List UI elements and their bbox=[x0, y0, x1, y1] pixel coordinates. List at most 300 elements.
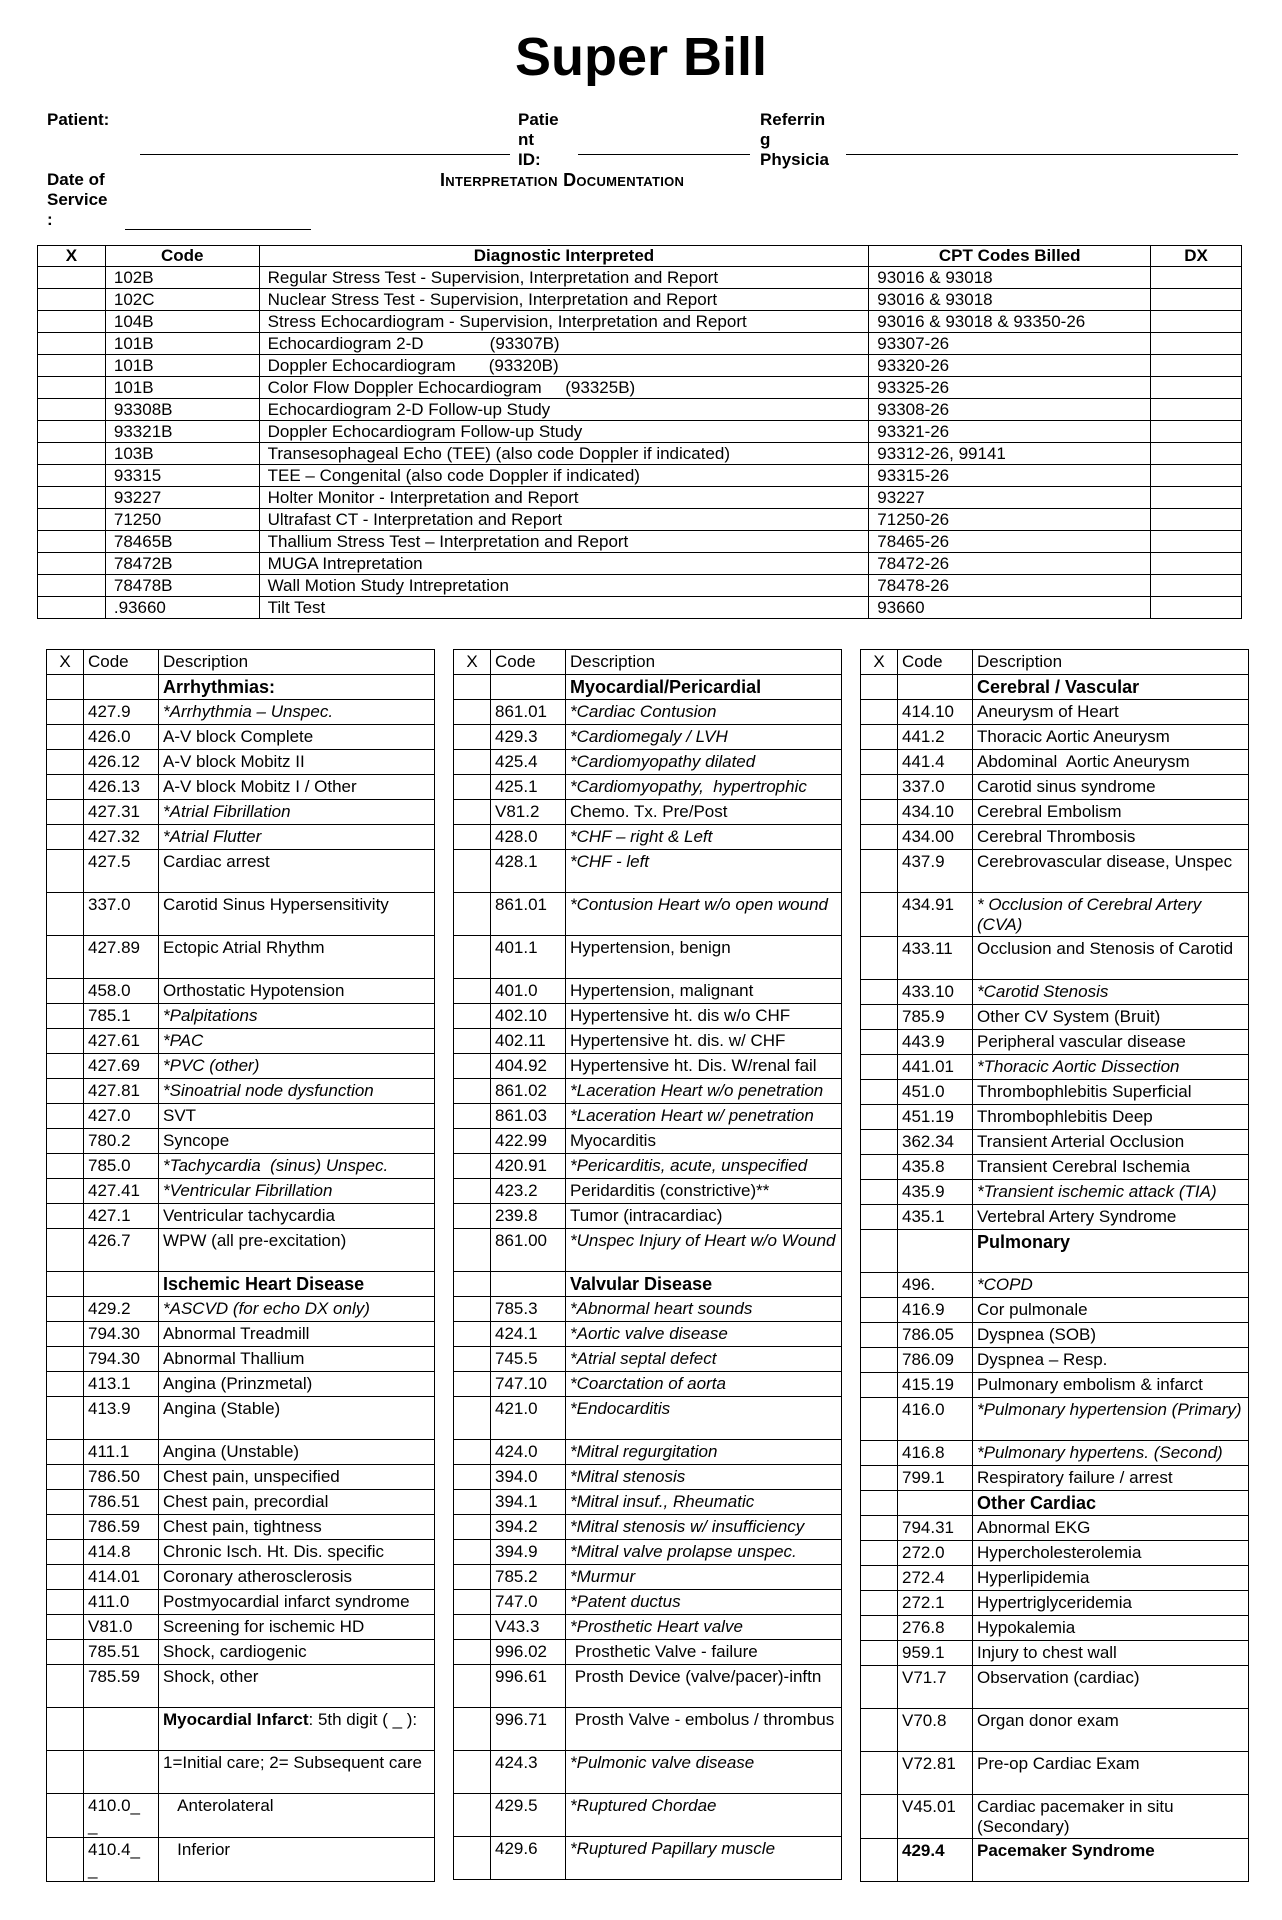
x-checkbox-cell[interactable] bbox=[454, 1229, 491, 1272]
x-checkbox-cell[interactable] bbox=[47, 1372, 84, 1397]
list-item bbox=[454, 1490, 842, 1515]
x-checkbox-cell[interactable] bbox=[47, 1590, 84, 1615]
cpt-header-0: X bbox=[38, 246, 106, 267]
x-checkbox-cell[interactable] bbox=[861, 1591, 898, 1616]
dx-description: Chest pain, precordial bbox=[159, 1490, 435, 1515]
dx-code: 745.5 bbox=[491, 1347, 566, 1372]
dx-description: Coronary atherosclerosis bbox=[159, 1565, 435, 1590]
x-checkbox-cell[interactable] bbox=[454, 1540, 491, 1565]
x-checkbox-cell[interactable] bbox=[454, 700, 491, 725]
x-checkbox-cell[interactable] bbox=[454, 1665, 491, 1708]
dx-description: Chest pain, unspecified bbox=[159, 1465, 435, 1490]
x-checkbox-cell[interactable] bbox=[861, 1030, 898, 1055]
dx-code: 427.5 bbox=[84, 850, 159, 893]
x-checkbox-cell[interactable] bbox=[454, 675, 491, 700]
x-checkbox-cell[interactable] bbox=[861, 1005, 898, 1030]
list-item bbox=[47, 1297, 435, 1322]
dx-description: Thrombophlebitis Deep bbox=[973, 1105, 1249, 1130]
list-item bbox=[47, 1665, 435, 1708]
x-checkbox-cell[interactable] bbox=[47, 725, 84, 750]
section-row bbox=[861, 1491, 1249, 1516]
list-item bbox=[47, 1751, 435, 1794]
section-heading: Other Cardiac bbox=[973, 1491, 1249, 1516]
x-checkbox-cell[interactable] bbox=[454, 1297, 491, 1322]
x-checkbox-cell[interactable] bbox=[47, 1565, 84, 1590]
x-checkbox-cell[interactable] bbox=[47, 700, 84, 725]
x-checkbox-cell[interactable] bbox=[47, 1154, 84, 1179]
dx-code: 441.2 bbox=[898, 725, 973, 750]
x-checkbox-cell[interactable] bbox=[47, 1272, 84, 1297]
section-row bbox=[454, 675, 842, 700]
patient-label: Patient: bbox=[47, 110, 110, 129]
dx-description: Prosthetic Valve - failure bbox=[566, 1640, 842, 1665]
x-checkbox-cell[interactable] bbox=[861, 825, 898, 850]
table-row bbox=[38, 377, 1242, 399]
dx-description: Abnormal EKG bbox=[973, 1516, 1249, 1541]
x-checkbox-cell[interactable] bbox=[861, 1180, 898, 1205]
cpt-billed: 93307-26 bbox=[869, 333, 1151, 355]
x-checkbox-cell[interactable] bbox=[47, 1751, 84, 1794]
x-checkbox-cell[interactable] bbox=[47, 1665, 84, 1708]
cpt-billed: 93016 & 93018 & 93350-26 bbox=[869, 311, 1151, 333]
dx-cell[interactable] bbox=[1151, 553, 1242, 575]
table-row bbox=[38, 311, 1242, 333]
x-checkbox-cell[interactable] bbox=[454, 725, 491, 750]
x-checkbox-cell[interactable] bbox=[861, 700, 898, 725]
x-checkbox-cell[interactable] bbox=[47, 1540, 84, 1565]
dx-description: Inferior bbox=[159, 1838, 435, 1882]
list-item bbox=[454, 1029, 842, 1054]
x-checkbox-cell[interactable] bbox=[47, 1465, 84, 1490]
x-checkbox-cell[interactable] bbox=[47, 750, 84, 775]
dx-code: 794.30 bbox=[84, 1322, 159, 1347]
dx-code: 410.4_ _ bbox=[84, 1838, 159, 1882]
x-checkbox-cell[interactable] bbox=[861, 775, 898, 800]
section-row bbox=[861, 1230, 1249, 1273]
x-checkbox-cell[interactable] bbox=[861, 1839, 898, 1882]
list-item bbox=[861, 825, 1249, 850]
x-checkbox-cell[interactable] bbox=[454, 1465, 491, 1490]
dx-cell[interactable] bbox=[1151, 575, 1242, 597]
x-checkbox-cell[interactable] bbox=[861, 1466, 898, 1491]
x-checkbox-cell[interactable] bbox=[861, 1080, 898, 1105]
list-item bbox=[454, 936, 842, 979]
x-checkbox-cell[interactable] bbox=[38, 377, 106, 399]
dx-cell[interactable] bbox=[1151, 333, 1242, 355]
cpt-billed: 93325-26 bbox=[869, 377, 1151, 399]
dx-cell[interactable] bbox=[1151, 377, 1242, 399]
dx-table-1 bbox=[46, 649, 435, 1882]
x-checkbox-cell[interactable] bbox=[47, 1004, 84, 1029]
dx-description: Observation (cardiac) bbox=[973, 1666, 1249, 1709]
dx-code: 421.0 bbox=[491, 1397, 566, 1440]
dx-code: 411.1 bbox=[84, 1440, 159, 1465]
x-checkbox-cell[interactable] bbox=[47, 1179, 84, 1204]
patient-line[interactable] bbox=[140, 154, 510, 155]
x-checkbox-cell[interactable] bbox=[861, 675, 898, 700]
dx-code: 427.69 bbox=[84, 1054, 159, 1079]
dx-code: 402.11 bbox=[491, 1029, 566, 1054]
x-checkbox-cell[interactable] bbox=[861, 1273, 898, 1298]
x-checkbox-cell[interactable] bbox=[454, 1515, 491, 1540]
dx-cell[interactable] bbox=[1151, 355, 1242, 377]
x-checkbox-cell[interactable] bbox=[454, 1565, 491, 1590]
list-item bbox=[861, 1130, 1249, 1155]
x-checkbox-cell[interactable] bbox=[47, 675, 84, 700]
dx-code: 429.6 bbox=[491, 1837, 566, 1880]
x-checkbox-cell[interactable] bbox=[454, 1204, 491, 1229]
dx-code: 861.03 bbox=[491, 1104, 566, 1129]
x-checkbox-cell[interactable] bbox=[454, 1154, 491, 1179]
x-checkbox-cell[interactable] bbox=[47, 825, 84, 850]
x-checkbox-cell[interactable] bbox=[454, 979, 491, 1004]
x-checkbox-cell[interactable] bbox=[861, 1491, 898, 1516]
patient-id-line[interactable] bbox=[578, 154, 750, 155]
x-checkbox-cell[interactable] bbox=[454, 1179, 491, 1204]
dx-header-2: Description bbox=[566, 650, 842, 675]
x-checkbox-cell[interactable] bbox=[38, 597, 106, 619]
x-checkbox-cell[interactable] bbox=[861, 1230, 898, 1273]
dx-description: Angina (Prinzmetal) bbox=[159, 1372, 435, 1397]
dx-code: V81.2 bbox=[491, 800, 566, 825]
cpt-code: 101B bbox=[105, 333, 259, 355]
list-item bbox=[861, 1709, 1249, 1752]
x-checkbox-cell[interactable] bbox=[454, 1794, 491, 1837]
referring-physician-line[interactable] bbox=[846, 154, 1238, 155]
dx-description: WPW (all pre-excitation) bbox=[159, 1229, 435, 1272]
list-item bbox=[861, 1155, 1249, 1180]
x-checkbox-cell[interactable] bbox=[47, 1229, 84, 1272]
dx-code: 780.2 bbox=[84, 1129, 159, 1154]
x-checkbox-cell[interactable] bbox=[47, 1297, 84, 1322]
dx-cell[interactable] bbox=[1151, 597, 1242, 619]
x-checkbox-cell[interactable] bbox=[38, 465, 106, 487]
dx-description: *Laceration Heart w/o penetration bbox=[566, 1079, 842, 1104]
x-checkbox-cell[interactable] bbox=[38, 553, 106, 575]
diagnostic-description: MUGA Intrepretation bbox=[259, 553, 869, 575]
list-item bbox=[454, 1179, 842, 1204]
dx-description: Hypertriglyceridemia bbox=[973, 1591, 1249, 1616]
dx-description: *Pulmonary hypertens. (Second) bbox=[973, 1441, 1249, 1466]
date-of-service-line[interactable] bbox=[125, 229, 311, 230]
x-checkbox-cell[interactable] bbox=[454, 1397, 491, 1440]
dx-description: Hypercholesterolemia bbox=[973, 1541, 1249, 1566]
x-checkbox-cell[interactable] bbox=[454, 825, 491, 850]
x-checkbox-cell[interactable] bbox=[861, 1398, 898, 1441]
dx-description: *Patent ductus bbox=[566, 1590, 842, 1615]
dx-description: *ASCVD (for echo DX only) bbox=[159, 1297, 435, 1322]
list-item bbox=[47, 1179, 435, 1204]
list-item bbox=[47, 1372, 435, 1397]
dx-code: 394.0 bbox=[491, 1465, 566, 1490]
x-checkbox-cell[interactable] bbox=[47, 1615, 84, 1640]
x-checkbox-cell[interactable] bbox=[47, 775, 84, 800]
x-checkbox-cell[interactable] bbox=[47, 1079, 84, 1104]
x-checkbox-cell[interactable] bbox=[38, 311, 106, 333]
x-checkbox-cell[interactable] bbox=[454, 1640, 491, 1665]
dx-code: 416.8 bbox=[898, 1441, 973, 1466]
mi-heading: Myocardial Infarct bbox=[163, 1710, 309, 1729]
x-checkbox-cell[interactable] bbox=[47, 1054, 84, 1079]
x-checkbox-cell[interactable] bbox=[38, 267, 106, 289]
dx-cell[interactable] bbox=[1151, 289, 1242, 311]
dx-cell[interactable] bbox=[1151, 509, 1242, 531]
list-item bbox=[454, 1465, 842, 1490]
dx-description: Cerebral Thrombosis bbox=[973, 825, 1249, 850]
dx-code: 272.4 bbox=[898, 1566, 973, 1591]
x-checkbox-cell[interactable] bbox=[861, 750, 898, 775]
x-checkbox-cell[interactable] bbox=[38, 509, 106, 531]
cpt-billed: 71250-26 bbox=[869, 509, 1151, 531]
x-checkbox-cell[interactable] bbox=[454, 1029, 491, 1054]
list-item bbox=[861, 1666, 1249, 1709]
list-item bbox=[47, 1490, 435, 1515]
x-checkbox-cell[interactable] bbox=[38, 575, 106, 597]
dx-code: 424.3 bbox=[491, 1751, 566, 1794]
dx-cell[interactable] bbox=[1151, 531, 1242, 553]
x-checkbox-cell[interactable] bbox=[38, 421, 106, 443]
x-checkbox-cell[interactable] bbox=[47, 1347, 84, 1372]
x-checkbox-cell[interactable] bbox=[861, 1298, 898, 1323]
x-checkbox-cell[interactable] bbox=[454, 1615, 491, 1640]
x-checkbox-cell[interactable] bbox=[861, 725, 898, 750]
x-checkbox-cell[interactable] bbox=[454, 1837, 491, 1880]
list-item bbox=[861, 1398, 1249, 1441]
x-checkbox-cell[interactable] bbox=[861, 1205, 898, 1230]
x-checkbox-cell[interactable] bbox=[861, 1348, 898, 1373]
x-checkbox-cell[interactable] bbox=[454, 1322, 491, 1347]
diagnostic-description: Holter Monitor - Interpretation and Report bbox=[259, 487, 869, 509]
list-item bbox=[454, 725, 842, 750]
dx-code: V72.81 bbox=[898, 1752, 973, 1795]
x-checkbox-cell[interactable] bbox=[454, 1590, 491, 1615]
x-checkbox-cell[interactable] bbox=[454, 1129, 491, 1154]
x-checkbox-cell[interactable] bbox=[861, 850, 898, 893]
cpt-code: .93660 bbox=[105, 597, 259, 619]
x-checkbox-cell[interactable] bbox=[47, 1490, 84, 1515]
x-checkbox-cell[interactable] bbox=[38, 443, 106, 465]
x-checkbox-cell[interactable] bbox=[47, 1104, 84, 1129]
dx-code: 276.8 bbox=[898, 1616, 973, 1641]
list-item bbox=[454, 1565, 842, 1590]
dx-code: 413.1 bbox=[84, 1372, 159, 1397]
dx-code: 426.13 bbox=[84, 775, 159, 800]
dx-code: 413.9 bbox=[84, 1397, 159, 1440]
dx-description: *CHF – right & Left bbox=[566, 825, 842, 850]
dx-code: 435.9 bbox=[898, 1180, 973, 1205]
dx-description: *Atrial Fibrillation bbox=[159, 800, 435, 825]
list-item bbox=[454, 1794, 842, 1837]
x-checkbox-cell[interactable] bbox=[861, 1373, 898, 1398]
list-item bbox=[47, 700, 435, 725]
dx-code: 424.0 bbox=[491, 1440, 566, 1465]
x-checkbox-cell[interactable] bbox=[454, 1054, 491, 1079]
diagnostic-description: Wall Motion Study Intrepretation bbox=[259, 575, 869, 597]
x-checkbox-cell[interactable] bbox=[47, 1029, 84, 1054]
x-checkbox-cell[interactable] bbox=[454, 1372, 491, 1397]
dx-description: Hypertension, malignant bbox=[566, 979, 842, 1004]
x-checkbox-cell[interactable] bbox=[861, 1105, 898, 1130]
x-checkbox-cell[interactable] bbox=[47, 1204, 84, 1229]
x-checkbox-cell[interactable] bbox=[861, 1616, 898, 1641]
x-checkbox-cell[interactable] bbox=[47, 1838, 84, 1882]
dx-description: Thoracic Aortic Aneurysm bbox=[973, 725, 1249, 750]
dx-code: 435.1 bbox=[898, 1205, 973, 1230]
x-checkbox-cell[interactable] bbox=[454, 1272, 491, 1297]
x-checkbox-cell[interactable] bbox=[47, 1397, 84, 1440]
x-checkbox-cell[interactable] bbox=[861, 1795, 898, 1839]
diagnostic-description: Echocardiogram 2-D Follow-up Study bbox=[259, 399, 869, 421]
x-checkbox-cell[interactable] bbox=[47, 1515, 84, 1540]
dx-code: 420.91 bbox=[491, 1154, 566, 1179]
dx-description: *Ruptured Chordae bbox=[566, 1794, 842, 1837]
dx-code: 426.0 bbox=[84, 725, 159, 750]
x-checkbox-cell[interactable] bbox=[38, 333, 106, 355]
x-checkbox-cell[interactable] bbox=[861, 980, 898, 1005]
table-row bbox=[38, 597, 1242, 619]
list-item bbox=[47, 1440, 435, 1465]
list-item bbox=[454, 700, 842, 725]
dx-code: 861.02 bbox=[491, 1079, 566, 1104]
dx-code: 794.31 bbox=[898, 1516, 973, 1541]
list-item bbox=[861, 1323, 1249, 1348]
dx-cell[interactable] bbox=[1151, 487, 1242, 509]
x-checkbox-cell[interactable] bbox=[861, 800, 898, 825]
x-checkbox-cell[interactable] bbox=[454, 800, 491, 825]
dx-description: *Mitral insuf., Rheumatic bbox=[566, 1490, 842, 1515]
x-checkbox-cell[interactable] bbox=[454, 1490, 491, 1515]
dx-description: SVT bbox=[159, 1104, 435, 1129]
x-checkbox-cell[interactable] bbox=[454, 1708, 491, 1751]
x-checkbox-cell[interactable] bbox=[38, 399, 106, 421]
list-item bbox=[861, 1839, 1249, 1882]
x-checkbox-cell[interactable] bbox=[861, 1155, 898, 1180]
x-checkbox-cell[interactable] bbox=[454, 1079, 491, 1104]
dx-description: Aneurysm of Heart bbox=[973, 700, 1249, 725]
list-item bbox=[47, 1565, 435, 1590]
x-checkbox-cell[interactable] bbox=[454, 936, 491, 979]
list-item bbox=[47, 1838, 435, 1882]
dx-description: Hypertensive ht. dis. w/ CHF bbox=[566, 1029, 842, 1054]
dx-code: 427.81 bbox=[84, 1079, 159, 1104]
list-item bbox=[861, 1541, 1249, 1566]
x-checkbox-cell[interactable] bbox=[454, 850, 491, 893]
x-checkbox-cell[interactable] bbox=[47, 936, 84, 979]
list-item bbox=[861, 1348, 1249, 1373]
x-checkbox-cell[interactable] bbox=[454, 750, 491, 775]
x-checkbox-cell[interactable] bbox=[47, 893, 84, 936]
dx-cell[interactable] bbox=[1151, 465, 1242, 487]
x-checkbox-cell[interactable] bbox=[861, 1323, 898, 1348]
x-checkbox-cell[interactable] bbox=[861, 1541, 898, 1566]
x-checkbox-cell[interactable] bbox=[861, 893, 898, 937]
x-checkbox-cell[interactable] bbox=[47, 1794, 84, 1838]
dx-description: A-V block Mobitz II bbox=[159, 750, 435, 775]
dx-table-2 bbox=[453, 649, 842, 1880]
cpt-billed: 78472-26 bbox=[869, 553, 1151, 575]
x-checkbox-cell[interactable] bbox=[454, 1347, 491, 1372]
dx-description: Carotid Sinus Hypersensitivity bbox=[159, 893, 435, 936]
list-item bbox=[861, 1005, 1249, 1030]
x-checkbox-cell[interactable] bbox=[861, 937, 898, 980]
x-checkbox-cell[interactable] bbox=[47, 1640, 84, 1665]
list-item bbox=[454, 1104, 842, 1129]
cpt-header-1: Code bbox=[105, 246, 259, 267]
dx-description: Other CV System (Bruit) bbox=[973, 1005, 1249, 1030]
table-row bbox=[38, 355, 1242, 377]
x-checkbox-cell[interactable] bbox=[454, 1004, 491, 1029]
dx-cell[interactable] bbox=[1151, 311, 1242, 333]
x-checkbox-cell[interactable] bbox=[454, 1751, 491, 1794]
x-checkbox-cell[interactable] bbox=[861, 1641, 898, 1666]
x-checkbox-cell[interactable] bbox=[861, 1666, 898, 1709]
x-checkbox-cell[interactable] bbox=[47, 1440, 84, 1465]
list-item bbox=[861, 1795, 1249, 1839]
x-checkbox-cell[interactable] bbox=[454, 1440, 491, 1465]
dx-description: *Palpitations bbox=[159, 1004, 435, 1029]
x-checkbox-cell[interactable] bbox=[454, 775, 491, 800]
dx-description: *Contusion Heart w/o open wound bbox=[566, 893, 842, 936]
referring-physician-label: Referrin g Physicia bbox=[760, 110, 829, 169]
table-row bbox=[38, 575, 1242, 597]
dx-description: *COPD bbox=[973, 1273, 1249, 1298]
dx-cell[interactable] bbox=[1151, 267, 1242, 289]
list-item bbox=[47, 1708, 435, 1751]
x-checkbox-cell[interactable] bbox=[454, 1104, 491, 1129]
x-checkbox-cell[interactable] bbox=[861, 1709, 898, 1752]
dx-code: 861.01 bbox=[491, 893, 566, 936]
x-checkbox-cell[interactable] bbox=[861, 1516, 898, 1541]
x-checkbox-cell[interactable] bbox=[38, 289, 106, 311]
section-heading: Myocardial/Pericardial bbox=[566, 675, 842, 700]
dx-cell[interactable] bbox=[1151, 443, 1242, 465]
dx-code: 433.11 bbox=[898, 937, 973, 980]
dx-description: Pacemaker Syndrome bbox=[973, 1839, 1249, 1882]
dx-code: 427.1 bbox=[84, 1204, 159, 1229]
dx-description: Hyperlipidemia bbox=[973, 1566, 1249, 1591]
diagnostic-description: Transesophageal Echo (TEE) (also code Doppler if indicated) bbox=[259, 443, 869, 465]
x-checkbox-cell[interactable] bbox=[861, 1566, 898, 1591]
x-checkbox-cell[interactable] bbox=[454, 893, 491, 936]
x-checkbox-cell[interactable] bbox=[47, 1129, 84, 1154]
x-checkbox-cell[interactable] bbox=[861, 1130, 898, 1155]
x-checkbox-cell[interactable] bbox=[861, 1441, 898, 1466]
list-item bbox=[47, 1004, 435, 1029]
dx-header-1: Code bbox=[491, 650, 566, 675]
x-checkbox-cell[interactable] bbox=[38, 531, 106, 553]
list-item bbox=[47, 1590, 435, 1615]
dx-cell[interactable] bbox=[1151, 399, 1242, 421]
x-checkbox-cell[interactable] bbox=[47, 1708, 84, 1751]
list-item bbox=[861, 937, 1249, 980]
x-checkbox-cell[interactable] bbox=[47, 850, 84, 893]
x-checkbox-cell[interactable] bbox=[861, 1055, 898, 1080]
dx-cell[interactable] bbox=[1151, 421, 1242, 443]
dx-description: Transient Cerebral Ischemia bbox=[973, 1155, 1249, 1180]
dx-code: 416.0 bbox=[898, 1398, 973, 1441]
dx-code: 424.1 bbox=[491, 1322, 566, 1347]
cpt-table bbox=[37, 245, 1242, 619]
x-checkbox-cell[interactable] bbox=[38, 487, 106, 509]
dx-description: *PAC bbox=[159, 1029, 435, 1054]
cpt-header-4: DX bbox=[1151, 246, 1242, 267]
x-checkbox-cell[interactable] bbox=[47, 1322, 84, 1347]
x-checkbox-cell[interactable] bbox=[861, 1752, 898, 1795]
cpt-header-2: Diagnostic Interpreted bbox=[259, 246, 869, 267]
x-checkbox-cell[interactable] bbox=[47, 979, 84, 1004]
x-checkbox-cell[interactable] bbox=[47, 800, 84, 825]
x-checkbox-cell[interactable] bbox=[38, 355, 106, 377]
